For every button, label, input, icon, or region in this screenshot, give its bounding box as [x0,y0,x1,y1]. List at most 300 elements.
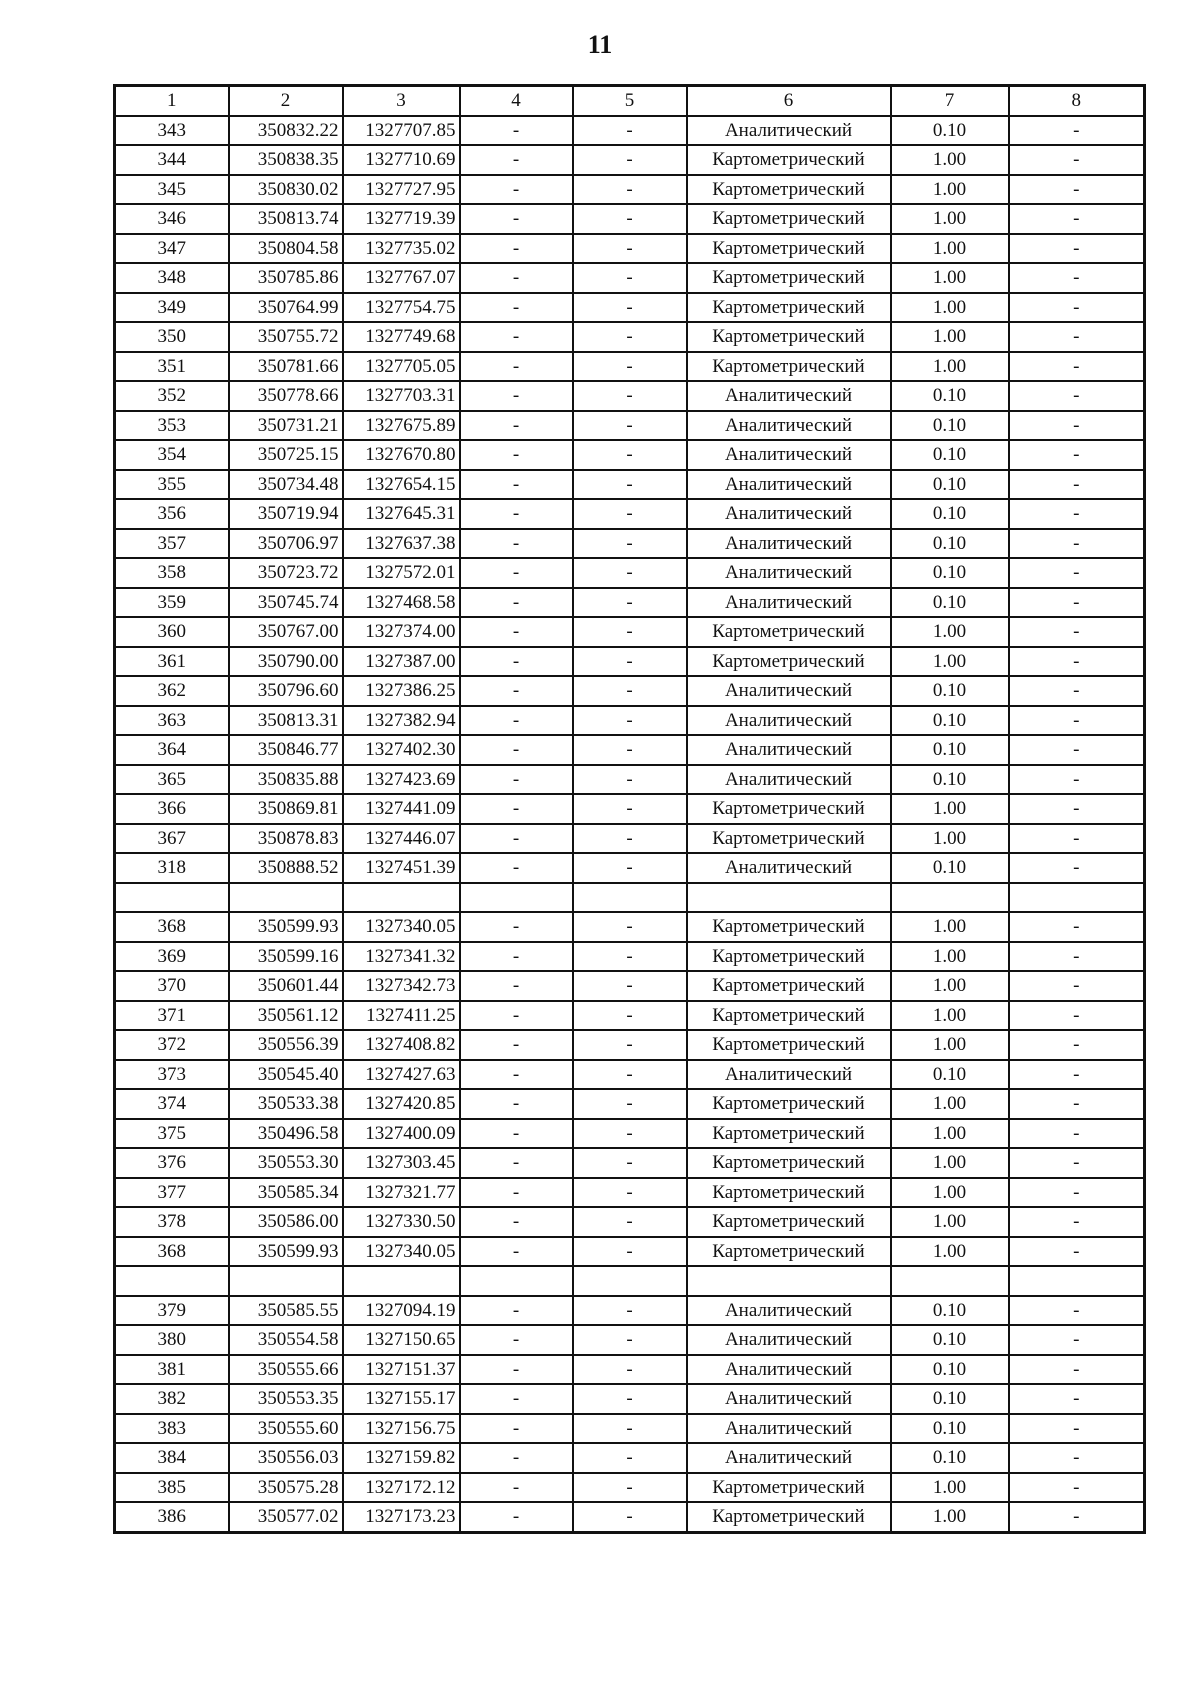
cell-coord-x: 350561.12 [229,1001,343,1031]
table-row [115,470,1145,500]
cell-point-number: 381 [115,1355,229,1385]
cell-coord-x: 350878.83 [229,824,343,854]
cell-col-5: - [573,1443,687,1473]
cell-col-4: - [460,322,573,352]
cell-accuracy: 1.00 [891,617,1009,647]
cell-coord-y: 1327408.82 [343,1030,460,1060]
cell-col-5: - [573,1355,687,1385]
cell-col-8: - [1009,1443,1145,1473]
cell-col-8: - [1009,824,1145,854]
cell-point-number: 386 [115,1502,229,1532]
cell-accuracy: 0.10 [891,411,1009,441]
cell-point-number: 344 [115,145,229,175]
table-row [115,1178,1145,1208]
cell-col-8: - [1009,175,1145,205]
cell-method: Аналитический [687,470,891,500]
cell-coord-x: 350575.28 [229,1473,343,1503]
cell-accuracy: 1.00 [891,234,1009,264]
cell-accuracy: 0.10 [891,529,1009,559]
cell-col-8: - [1009,1296,1145,1326]
cell-col-5: - [573,853,687,883]
cell-col-8: - [1009,499,1145,529]
cell-col-8: - [1009,1178,1145,1208]
cell-col-5: - [573,912,687,942]
cell-point-number: 382 [115,1384,229,1414]
cell-col-8: - [1009,381,1145,411]
cell-col-4: - [460,1325,573,1355]
cell-method: Картометрический [687,352,891,382]
cell-col-5: - [573,116,687,146]
cell-coord-x: 350553.35 [229,1384,343,1414]
cell-col-8: - [1009,942,1145,972]
cell-accuracy: 1.00 [891,263,1009,293]
cell-col-5: - [573,676,687,706]
cell-method: Картометрический [687,1178,891,1208]
cell-coord-y: 1327572.01 [343,558,460,588]
cell-point-number: 358 [115,558,229,588]
cell-coord-y: 1327402.30 [343,735,460,765]
cell-accuracy: 0.10 [891,735,1009,765]
cell-col-4 [460,1266,573,1296]
cell-coord-y: 1327719.39 [343,204,460,234]
cell-coord-y: 1327654.15 [343,470,460,500]
cell-method: Картометрический [687,1030,891,1060]
table-row [115,824,1145,854]
cell-col-5: - [573,175,687,205]
cell-col-8: - [1009,1355,1145,1385]
cell-col-4: - [460,706,573,736]
cell-accuracy: 0.10 [891,1443,1009,1473]
cell-point-number: 383 [115,1414,229,1444]
cell-col-5: - [573,617,687,647]
column-header: 2 [229,86,343,116]
cell-coord-y: 1327675.89 [343,411,460,441]
column-header: 7 [891,86,1009,116]
cell-coord-x [229,883,343,913]
cell-coord-x: 350554.58 [229,1325,343,1355]
cell-method: Аналитический [687,1325,891,1355]
cell-method: Аналитический [687,116,891,146]
cell-accuracy: 0.10 [891,440,1009,470]
cell-col-4: - [460,617,573,647]
cell-coord-x: 350533.38 [229,1089,343,1119]
cell-coord-y: 1327727.95 [343,175,460,205]
cell-accuracy: 0.10 [891,765,1009,795]
column-header: 1 [115,86,229,116]
cell-col-8: - [1009,1001,1145,1031]
cell-col-8: - [1009,912,1145,942]
cell-col-5: - [573,971,687,1001]
cell-col-8: - [1009,735,1145,765]
cell-method: Аналитический [687,1414,891,1444]
cell-col-8 [1009,883,1145,913]
table-row [115,411,1145,441]
cell-method: Аналитический [687,765,891,795]
cell-point-number: 355 [115,470,229,500]
cell-col-8: - [1009,1148,1145,1178]
cell-col-5: - [573,1502,687,1532]
cell-col-5: - [573,1473,687,1503]
column-header: 6 [687,86,891,116]
cell-point-number: 348 [115,263,229,293]
cell-col-4: - [460,1414,573,1444]
cell-col-8: - [1009,263,1145,293]
column-header: 3 [343,86,460,116]
cell-col-5: - [573,1148,687,1178]
table-row [115,293,1145,323]
cell-coord-x: 350555.66 [229,1355,343,1385]
cell-point-number: 365 [115,765,229,795]
cell-col-5: - [573,1178,687,1208]
table-row [115,529,1145,559]
cell-col-8: - [1009,617,1145,647]
cell-coord-x: 350764.99 [229,293,343,323]
table-row [115,1473,1145,1503]
cell-accuracy: 0.10 [891,1384,1009,1414]
cell-point-number: 376 [115,1148,229,1178]
cell-coord-y: 1327670.80 [343,440,460,470]
cell-coord-y: 1327767.07 [343,263,460,293]
cell-coord-y: 1327330.50 [343,1207,460,1237]
cell-method: Аналитический [687,381,891,411]
cell-coord-y: 1327645.31 [343,499,460,529]
cell-method: Картометрический [687,1207,891,1237]
cell-coord-x: 350725.15 [229,440,343,470]
cell-col-8: - [1009,765,1145,795]
table-row [115,381,1145,411]
cell-method: Картометрический [687,1237,891,1267]
cell-col-4: - [460,234,573,264]
cell-method: Картометрический [687,912,891,942]
cell-coord-y: 1327707.85 [343,116,460,146]
cell-col-5 [573,883,687,913]
cell-col-4: - [460,912,573,942]
cell-coord-x [229,1266,343,1296]
table-row [115,971,1145,1001]
cell-coord-x: 350585.55 [229,1296,343,1326]
cell-col-5: - [573,647,687,677]
table-row [115,588,1145,618]
cell-accuracy: 1.00 [891,175,1009,205]
cell-coord-y: 1327387.00 [343,647,460,677]
table-row [115,1237,1145,1267]
table-row [115,1325,1145,1355]
table-row [115,1030,1145,1060]
cell-coord-x: 350785.86 [229,263,343,293]
cell-coord-y: 1327441.09 [343,794,460,824]
cell-coord-y: 1327735.02 [343,234,460,264]
cell-col-8: - [1009,411,1145,441]
table-row [115,1001,1145,1031]
cell-point-number: 362 [115,676,229,706]
cell-coord-y: 1327374.00 [343,617,460,647]
cell-accuracy [891,1266,1009,1296]
cell-accuracy: 0.10 [891,1296,1009,1326]
cell-method: Аналитический [687,1355,891,1385]
cell-point-number: 343 [115,116,229,146]
cell-coord-y: 1327156.75 [343,1414,460,1444]
cell-coord-y: 1327172.12 [343,1473,460,1503]
cell-col-5: - [573,204,687,234]
table-row [115,794,1145,824]
cell-coord-x: 350846.77 [229,735,343,765]
table-row [115,735,1145,765]
table-row [115,499,1145,529]
cell-col-5: - [573,1414,687,1444]
cell-coord-y: 1327340.05 [343,1237,460,1267]
cell-col-4: - [460,1119,573,1149]
cell-col-5: - [573,942,687,972]
cell-coord-y: 1327703.31 [343,381,460,411]
cell-method: Картометрический [687,1089,891,1119]
cell-col-4: - [460,293,573,323]
cell-point-number: 384 [115,1443,229,1473]
cell-method: Картометрический [687,1001,891,1031]
cell-coord-x: 350555.60 [229,1414,343,1444]
cell-col-4: - [460,116,573,146]
cell-coord-y: 1327749.68 [343,322,460,352]
cell-method: Аналитический [687,853,891,883]
table-row [115,1384,1145,1414]
cell-col-5: - [573,824,687,854]
cell-accuracy: 0.10 [891,381,1009,411]
cell-coord-x: 350599.93 [229,1237,343,1267]
cell-col-8: - [1009,853,1145,883]
cell-col-8: - [1009,529,1145,559]
cell-col-5: - [573,1384,687,1414]
cell-coord-x: 350869.81 [229,794,343,824]
cell-method: Картометрический [687,293,891,323]
cell-col-5: - [573,558,687,588]
cell-method: Картометрический [687,617,891,647]
table-row [115,706,1145,736]
cell-point-number: 367 [115,824,229,854]
cell-accuracy: 0.10 [891,1355,1009,1385]
cell-col-4: - [460,411,573,441]
cell-point-number: 372 [115,1030,229,1060]
cell-point-number [115,883,229,913]
cell-coord-x: 350838.35 [229,145,343,175]
cell-col-8 [1009,1266,1145,1296]
cell-col-8: - [1009,794,1145,824]
cell-col-4: - [460,499,573,529]
cell-accuracy: 0.10 [891,470,1009,500]
cell-col-8: - [1009,1060,1145,1090]
cell-point-number: 360 [115,617,229,647]
page-number: 11 [587,30,613,59]
cell-point-number: 374 [115,1089,229,1119]
cell-col-4: - [460,647,573,677]
cell-accuracy: 0.10 [891,1060,1009,1090]
cell-coord-y: 1327637.38 [343,529,460,559]
cell-coord-y: 1327155.17 [343,1384,460,1414]
cell-accuracy [891,883,1009,913]
cell-coord-x: 350790.00 [229,647,343,677]
cell-col-4: - [460,529,573,559]
table-row [115,116,1145,146]
table-row [115,1296,1145,1326]
cell-point-number: 352 [115,381,229,411]
cell-accuracy: 1.00 [891,293,1009,323]
cell-col-5 [573,1266,687,1296]
cell-coord-x: 350577.02 [229,1502,343,1532]
cell-method: Аналитический [687,1384,891,1414]
table-row [115,1207,1145,1237]
cell-col-4: - [460,735,573,765]
cell-method: Картометрический [687,1148,891,1178]
cell-coord-x: 350745.74 [229,588,343,618]
cell-coord-x: 350832.22 [229,116,343,146]
cell-method: Картометрический [687,175,891,205]
cell-col-4: - [460,1443,573,1473]
table-row [115,765,1145,795]
cell-accuracy: 1.00 [891,942,1009,972]
cell-point-number: 357 [115,529,229,559]
cell-col-8: - [1009,1414,1145,1444]
cell-accuracy: 1.00 [891,1237,1009,1267]
cell-point-number: 356 [115,499,229,529]
cell-method: Аналитический [687,735,891,765]
cell-col-4: - [460,1207,573,1237]
table-row [115,1119,1145,1149]
column-header: 4 [460,86,573,116]
cell-method: Картометрический [687,1119,891,1149]
cell-col-5: - [573,735,687,765]
cell-col-5: - [573,440,687,470]
table-row [115,175,1145,205]
cell-col-8: - [1009,1119,1145,1149]
cell-point-number: 354 [115,440,229,470]
cell-col-5: - [573,293,687,323]
cell-coord-y: 1327382.94 [343,706,460,736]
table-row [115,145,1145,175]
cell-coord-x: 350731.21 [229,411,343,441]
cell-accuracy: 0.10 [891,1414,1009,1444]
coordinates-table [113,84,1146,1534]
cell-coord-x: 350556.03 [229,1443,343,1473]
cell-col-8: - [1009,588,1145,618]
cell-col-5: - [573,499,687,529]
cell-col-4: - [460,558,573,588]
table-row [115,912,1145,942]
cell-point-number: 385 [115,1473,229,1503]
cell-point-number: 375 [115,1119,229,1149]
cell-method: Картометрический [687,1502,891,1532]
cell-coord-y: 1327446.07 [343,824,460,854]
column-header: 8 [1009,86,1145,116]
cell-col-8: - [1009,706,1145,736]
cell-coord-y: 1327451.39 [343,853,460,883]
table-row [115,853,1145,883]
table-row [115,204,1145,234]
cell-point-number: 379 [115,1296,229,1326]
cell-method: Аналитический [687,1443,891,1473]
cell-point-number [115,1266,229,1296]
cell-coord-x: 350601.44 [229,971,343,1001]
cell-col-5: - [573,706,687,736]
cell-point-number: 368 [115,912,229,942]
table-row [115,1502,1145,1532]
cell-accuracy: 1.00 [891,352,1009,382]
cell-coord-x: 350767.00 [229,617,343,647]
cell-coord-y: 1327705.05 [343,352,460,382]
cell-col-4: - [460,145,573,175]
cell-col-8: - [1009,558,1145,588]
cell-point-number: 359 [115,588,229,618]
cell-accuracy: 1.00 [891,824,1009,854]
cell-coord-y: 1327150.65 [343,1325,460,1355]
cell-point-number: 350 [115,322,229,352]
table-row [115,558,1145,588]
cell-coord-y: 1327427.63 [343,1060,460,1090]
cell-method [687,883,891,913]
cell-col-4: - [460,676,573,706]
cell-coord-y: 1327400.09 [343,1119,460,1149]
cell-col-8: - [1009,234,1145,264]
table-row [115,942,1145,972]
table-header-row [115,86,1145,116]
cell-point-number: 373 [115,1060,229,1090]
cell-accuracy: 1.00 [891,1473,1009,1503]
table-row [115,263,1145,293]
cell-coord-y: 1327094.19 [343,1296,460,1326]
table-row [115,440,1145,470]
cell-point-number: 346 [115,204,229,234]
cell-coord-y: 1327303.45 [343,1148,460,1178]
cell-coord-y: 1327423.69 [343,765,460,795]
cell-col-8: - [1009,971,1145,1001]
cell-accuracy: 1.00 [891,971,1009,1001]
cell-col-4: - [460,588,573,618]
cell-col-5: - [573,470,687,500]
cell-col-8: - [1009,676,1145,706]
cell-coord-x: 350804.58 [229,234,343,264]
cell-accuracy: 0.10 [891,558,1009,588]
cell-coord-y: 1327710.69 [343,145,460,175]
cell-col-8: - [1009,145,1145,175]
cell-col-4: - [460,765,573,795]
cell-col-4: - [460,1355,573,1385]
cell-col-4: - [460,794,573,824]
cell-method: Аналитический [687,411,891,441]
cell-accuracy: 0.10 [891,499,1009,529]
cell-method: Аналитический [687,588,891,618]
cell-coord-y: 1327411.25 [343,1001,460,1031]
cell-point-number: 370 [115,971,229,1001]
cell-accuracy: 1.00 [891,1502,1009,1532]
cell-col-5: - [573,381,687,411]
cell-col-5: - [573,588,687,618]
cell-coord-x: 350586.00 [229,1207,343,1237]
cell-col-5: - [573,234,687,264]
table-row [115,676,1145,706]
cell-coord-y: 1327340.05 [343,912,460,942]
cell-coord-x: 350755.72 [229,322,343,352]
table-row [115,1148,1145,1178]
cell-col-5: - [573,322,687,352]
cell-coord-x: 350599.16 [229,942,343,972]
table-row [115,234,1145,264]
cell-point-number: 351 [115,352,229,382]
cell-coord-x: 350835.88 [229,765,343,795]
cell-col-5: - [573,411,687,441]
cell-col-4: - [460,1473,573,1503]
table-row [115,1060,1145,1090]
cell-col-5: - [573,765,687,795]
cell-col-8: - [1009,1473,1145,1503]
cell-col-8: - [1009,1502,1145,1532]
cell-coord-x: 350723.72 [229,558,343,588]
